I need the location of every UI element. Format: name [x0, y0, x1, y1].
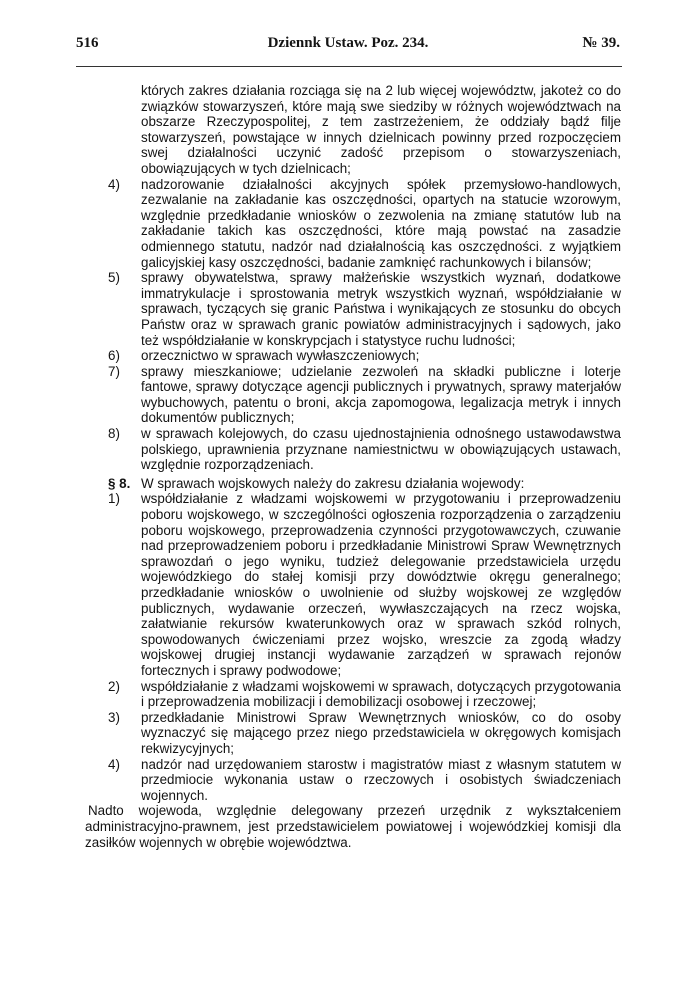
- item-text: współdziałanie z władzami wojskowemi w przygotowaniu i przeprowadzeniu poboru wojskowego, w szczególności ogłoszenia rozporządzenia o zarządzeniu poboru wojskowego, przeprowadzenia czynności przygotowawczych, czuwanie nad przeprowadzeniem poboru i przedkładanie Ministrowi Spraw Wewnętrznych sprawozdań o jego wyniku, tudzież delegowanie przedstawiciela urzędu wojewódzkiego do stałej komisji przy dowództwie okręgu generalnego; przedkładanie wniosków o uwolnienie od służby wojskowej ze względów publicznych, wydawanie orzeczeń, wywłaszczających na rzecz wojska, załatwianie rekursów kwaterunkowych oraz w sprawach szkód rolnych, spowodowanych ćwiczeniami przez wojsko, wreszcie za zgodą władzy wojskowej drugiej instancji wydawanie zarządzeń w sprawach rejonów fortecznych i sprawy podwodowe;: [141, 491, 621, 678]
- item-number: 3): [108, 709, 120, 725]
- item-text: współdziałanie z władzami wojskowemi w sprawach, dotyczących przygotowania i przeprowadzenia mobilizacji i demobilizacji osobowej i rzeczowej;: [141, 678, 621, 710]
- item-text: nadzór nad urzędowaniem starostw i magistratów miast z własnym statutem w przedmiocie wykonania ustaw o rzeczowych i osobistych świadczeniach wojennych.: [141, 756, 621, 803]
- item-number: 5): [108, 270, 120, 286]
- item-number: 7): [108, 363, 120, 379]
- item-text: nadzorowanie działalności akcyjnych spółek przemysłowo-handlowych, zezwalanie na zakładanie kas oszczędności, opartych na statucie wzorowym, względnie przedkładanie wniosków o zezwolenia na zmianę statutów lub na zakładanie takich kas oszczędności, które mają powstać na zasadzie odmiennego statutu, nadzór nad działalnością kas oszczędności. z wyjątkiem galicyjskiej kasy oszczędności, badanie zamknięć rachunkowych i bilansów;: [141, 176, 621, 270]
- page-number: 516: [76, 35, 99, 51]
- list-item: [108, 348, 621, 364]
- page-header: [76, 35, 620, 57]
- item-number: 4): [108, 176, 120, 192]
- list-item: [108, 679, 621, 710]
- item-number: 6): [108, 348, 120, 364]
- item-text: w sprawach kolejowych, do czasu ujednostajnienia odnośnego ustawodawstwa polskiego, uprawnienia przyznane namiestnictwu w obowiązujących ustawach, względnie rozporządzeniach.: [141, 426, 621, 473]
- item-number: 1): [108, 491, 120, 507]
- list-item: [108, 426, 621, 473]
- list-item: [108, 710, 621, 757]
- item-text: przedkładanie Ministrowi Spraw Wewnętrznych wniosków, co do osoby wyznaczyć się mającego przez niego przedstawiciela w okręgowych komisjach rekwizycyjnych;: [141, 709, 621, 756]
- section-8: [108, 476, 621, 492]
- item-text: orzecznictwo w sprawach wywłaszczeniowych;: [141, 348, 420, 364]
- journal-title: Dziennk Ustaw. Poz. 234.: [267, 35, 429, 51]
- list-items-a: [108, 177, 621, 473]
- section-label: § 8.: [108, 475, 131, 491]
- item-number: 2): [108, 678, 120, 694]
- closing-paragraph: Nadto wojewoda, względnie delegowany przezeń urzędnik z wykształceniem administracyjno-prawnem, jest przedstawicielem powiatowej i wojewódzkiej komisji dla zasiłków wojennych w obrębie województwa.: [85, 803, 621, 850]
- header-rule: [76, 66, 622, 67]
- item-number: 8): [108, 426, 120, 442]
- item-text: sprawy mieszkaniowe; udzielanie zezwoleń na składki publiczne i loterje fantowe, sprawy dotyczące agencji publicznych i prywatnych, sprawy materjałów wybuchowych, patentu o broni, akcja zapomogowa, legalizacja metryk i innych dokumentów publicznych;: [141, 363, 621, 426]
- list-item: [108, 757, 621, 804]
- issue-number: № 39.: [582, 35, 620, 51]
- section-intro: W sprawach wojskowych należy do zakresu działania wojewody:: [141, 475, 525, 491]
- list-item: [108, 177, 621, 271]
- list-item: [108, 364, 621, 426]
- list-items-b: [108, 491, 621, 803]
- continuation-text: których zakres działania rozciąga się na 2 lub więcej województw, jakoteż co do związków stowarzyszeń, które mają swe siedziby w różnych województwach na obszarze Rzeczypospolitej, z tem zastrzeżeniem, że oddziały bądź filje stowarzyszeń, powstające w innych dzielnicach powinny przed rozpoczęciem swej działalności uczynić zadość przepisom o stowarzyszeniach, obowiązujących w tych dzielnicach;: [141, 83, 621, 176]
- list-item: [108, 491, 621, 678]
- item-number: 4): [108, 756, 120, 772]
- item-text: sprawy obywatelstwa, sprawy małżeńskie wszystkich wyznań, dodatkowe immatrykulacje i sprostowania metryk wszystkich wyznań, współdziałanie w sprawach, tyczących się granic Państwa i wynikających ze stosunku do obcych Państw oraz w sprawach granic powiatów administracyjnych i sądowych, jako też współdziałanie w konskrypcjach i statystyce ruchu ludności;: [141, 270, 621, 348]
- list-item: [108, 270, 621, 348]
- document-body: [85, 83, 621, 850]
